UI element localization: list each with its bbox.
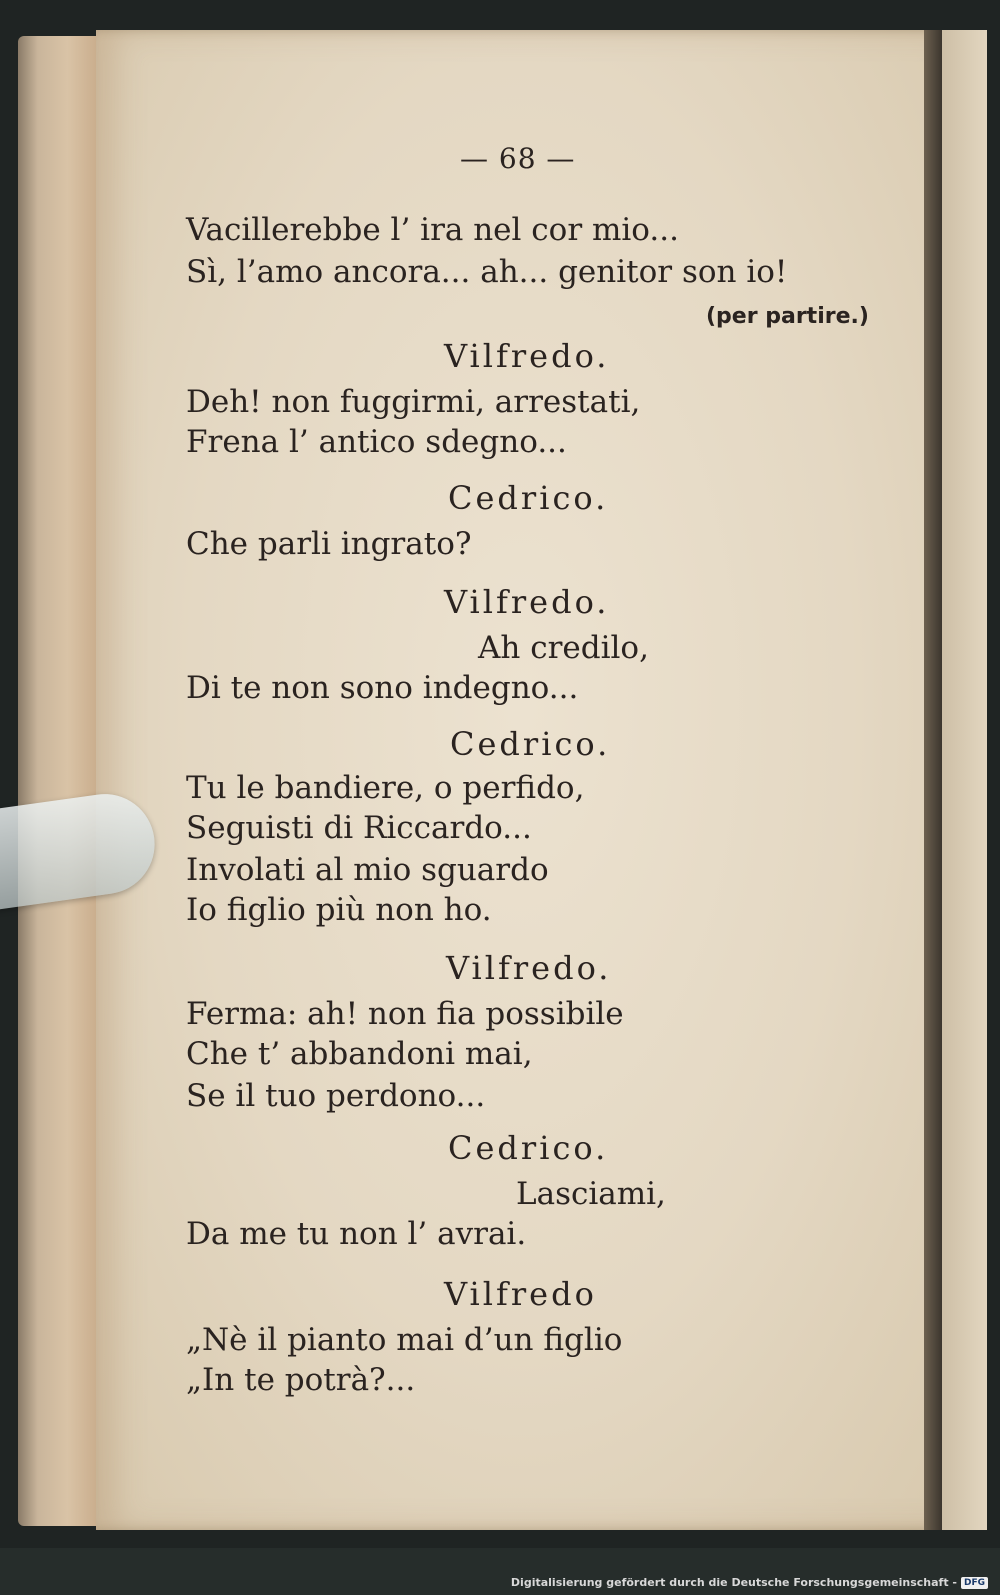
credit-text: Digitalisierung gefördert durch die Deutsche Forschungsgemeinschaft -	[510, 1576, 957, 1589]
verse-line: Se il tuo perdono...	[186, 1078, 486, 1114]
verse-line: Ferma: ah! non fia possibile	[186, 996, 624, 1032]
verse-line: Ah credilo,	[478, 630, 649, 666]
verse-line: Frena l’ antico sdegno...	[186, 424, 567, 460]
verse-line: Che t’ abbandoni mai,	[186, 1036, 533, 1072]
verse-line: „In te potrà?...	[186, 1362, 416, 1398]
verse-line: „Nè il pianto mai d’un figlio	[186, 1322, 623, 1358]
verse-line: Che parli ingrato?	[186, 526, 472, 562]
speaker-name: Cedrico.	[450, 725, 611, 763]
dfg-logo: DFG	[961, 1577, 988, 1589]
verse-line: Involati al mio sguardo	[186, 852, 549, 888]
verse-line: Seguisti di Riccardo...	[186, 810, 532, 846]
stage-direction: (per partire.)	[706, 304, 869, 329]
verse-line: Vacillerebbe l’ ira nel cor mio...	[186, 212, 679, 248]
verse-line: Di te non sono indegno...	[186, 670, 579, 706]
speaker-name: Cedrico.	[448, 479, 609, 517]
verse-line: Sì, l’amo ancora... ah... genitor son io!	[186, 254, 788, 290]
verse-line: Tu le bandiere, o perfido,	[186, 770, 585, 806]
speaker-name: Vilfredo	[444, 1275, 597, 1313]
verse-line: Lasciami,	[516, 1176, 666, 1212]
verse-line: Io figlio più non ho.	[186, 892, 492, 928]
speaker-name: Cedrico.	[448, 1129, 609, 1167]
speaker-name: Vilfredo.	[446, 949, 612, 987]
verse-line: Da me tu non l’ avrai.	[186, 1216, 527, 1252]
digitization-credit	[511, 1576, 988, 1589]
verse-line: Deh! non fuggirmi, arrestati,	[186, 384, 641, 420]
speaker-name: Vilfredo.	[444, 583, 610, 621]
page-number: — 68 —	[460, 142, 576, 175]
speaker-name: Vilfredo.	[444, 337, 610, 375]
